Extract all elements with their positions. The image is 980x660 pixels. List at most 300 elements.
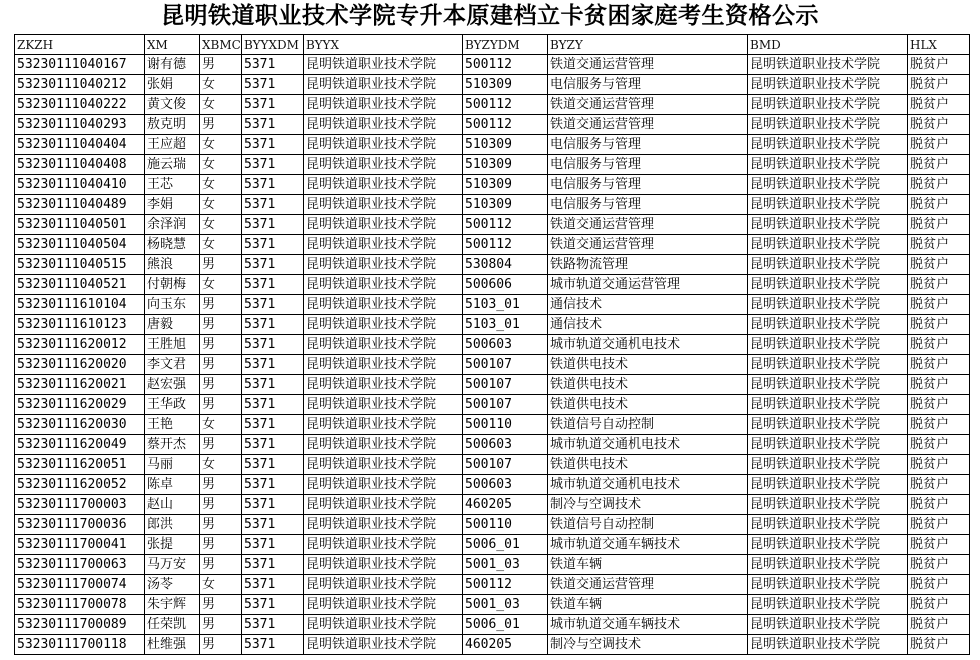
name-cell: 黄文俊 — [145, 95, 200, 115]
exam-site-cell: 昆明铁道职业技术学院 — [748, 635, 908, 655]
school-code-cell: 5371 — [242, 315, 304, 335]
school-cell: 昆明铁道职业技术学院 — [304, 375, 463, 395]
table-row — [15, 355, 970, 375]
table-row — [15, 615, 970, 635]
major-code-cell: 500603 — [463, 475, 548, 495]
gender-cell: 男 — [200, 335, 242, 355]
exam-site-cell: 昆明铁道职业技术学院 — [748, 515, 908, 535]
school-cell: 昆明铁道职业技术学院 — [304, 455, 463, 475]
exam-site-cell: 昆明铁道职业技术学院 — [748, 255, 908, 275]
zkzh-cell: 53230111040515 — [15, 255, 145, 275]
household-type-cell: 脱贫户 — [908, 595, 970, 615]
zkzh-cell: 53230111620029 — [15, 395, 145, 415]
page-title: 昆明铁道职业技术学院专升本原建档立卡贫困家庭考生资格公示 — [161, 3, 819, 29]
major-cell: 城市轨道交通车辆技术 — [548, 615, 748, 635]
school-code-cell: 5371 — [242, 635, 304, 655]
major-cell: 铁道交通运营管理 — [548, 575, 748, 595]
name-cell: 余泽润 — [145, 215, 200, 235]
household-type-cell: 脱贫户 — [908, 515, 970, 535]
school-cell: 昆明铁道职业技术学院 — [304, 635, 463, 655]
major-code-cell: 5103_01 — [463, 295, 548, 315]
name-cell: 谢有德 — [145, 55, 200, 75]
table-row — [15, 315, 970, 335]
zkzh-cell: 53230111620021 — [15, 375, 145, 395]
gender-cell: 女 — [200, 215, 242, 235]
household-type-cell: 脱贫户 — [908, 455, 970, 475]
name-cell: 张娟 — [145, 75, 200, 95]
major-code-cell: 500107 — [463, 375, 548, 395]
major-cell: 铁路物流管理 — [548, 255, 748, 275]
school-cell: 昆明铁道职业技术学院 — [304, 255, 463, 275]
gender-cell: 男 — [200, 375, 242, 395]
name-cell: 蔡开杰 — [145, 435, 200, 455]
school-cell: 昆明铁道职业技术学院 — [304, 355, 463, 375]
major-cell: 铁道交通运营管理 — [548, 115, 748, 135]
school-cell: 昆明铁道职业技术学院 — [304, 215, 463, 235]
name-cell: 任荣凯 — [145, 615, 200, 635]
gender-cell: 男 — [200, 295, 242, 315]
exam-site-cell: 昆明铁道职业技术学院 — [748, 415, 908, 435]
table-row — [15, 155, 970, 175]
table-row — [15, 55, 970, 75]
name-cell: 王芯 — [145, 175, 200, 195]
household-type-cell: 脱贫户 — [908, 115, 970, 135]
household-type-cell: 脱贫户 — [908, 155, 970, 175]
name-cell: 马丽 — [145, 455, 200, 475]
name-cell: 赵山 — [145, 495, 200, 515]
major-cell: 通信技术 — [548, 315, 748, 335]
school-code-cell: 5371 — [242, 355, 304, 375]
school-code-cell: 5371 — [242, 235, 304, 255]
gender-cell: 男 — [200, 595, 242, 615]
major-code-cell: 500112 — [463, 235, 548, 255]
column-header-xm: XM — [145, 35, 200, 55]
school-cell: 昆明铁道职业技术学院 — [304, 155, 463, 175]
zkzh-cell: 53230111040501 — [15, 215, 145, 235]
school-code-cell: 5371 — [242, 75, 304, 95]
exam-site-cell: 昆明铁道职业技术学院 — [748, 55, 908, 75]
zkzh-cell: 53230111040222 — [15, 95, 145, 115]
gender-cell: 男 — [200, 615, 242, 635]
major-cell: 电信服务与管理 — [548, 135, 748, 155]
major-cell: 铁道车辆 — [548, 595, 748, 615]
exam-site-cell: 昆明铁道职业技术学院 — [748, 275, 908, 295]
zkzh-cell: 53230111610104 — [15, 295, 145, 315]
zkzh-cell: 53230111620051 — [15, 455, 145, 475]
major-cell: 铁道供电技术 — [548, 355, 748, 375]
zkzh-cell: 53230111700089 — [15, 615, 145, 635]
gender-cell: 男 — [200, 55, 242, 75]
table-row — [15, 175, 970, 195]
major-code-cell: 510309 — [463, 175, 548, 195]
major-code-cell: 500606 — [463, 275, 548, 295]
gender-cell: 男 — [200, 435, 242, 455]
table-row — [15, 495, 970, 515]
exam-site-cell: 昆明铁道职业技术学院 — [748, 155, 908, 175]
name-cell: 熊浪 — [145, 255, 200, 275]
name-cell: 王艳 — [145, 415, 200, 435]
gender-cell: 男 — [200, 515, 242, 535]
column-header-xbmc: XBMC — [200, 35, 242, 55]
gender-cell: 女 — [200, 135, 242, 155]
zkzh-cell: 53230111700063 — [15, 555, 145, 575]
zkzh-cell: 53230111700003 — [15, 495, 145, 515]
gender-cell: 男 — [200, 255, 242, 275]
major-cell: 铁道交通运营管理 — [548, 95, 748, 115]
zkzh-cell: 53230111620049 — [15, 435, 145, 455]
zkzh-cell: 53230111040404 — [15, 135, 145, 155]
household-type-cell: 脱贫户 — [908, 375, 970, 395]
exam-site-cell: 昆明铁道职业技术学院 — [748, 455, 908, 475]
name-cell: 张提 — [145, 535, 200, 555]
exam-site-cell: 昆明铁道职业技术学院 — [748, 115, 908, 135]
exam-site-cell: 昆明铁道职业技术学院 — [748, 335, 908, 355]
table-row — [15, 435, 970, 455]
zkzh-cell: 53230111040167 — [15, 55, 145, 75]
exam-site-cell: 昆明铁道职业技术学院 — [748, 575, 908, 595]
zkzh-cell: 53230111040504 — [15, 235, 145, 255]
household-type-cell: 脱贫户 — [908, 75, 970, 95]
school-cell: 昆明铁道职业技术学院 — [304, 55, 463, 75]
column-header-byyxdm: BYYXDM — [242, 35, 304, 55]
school-code-cell: 5371 — [242, 415, 304, 435]
exam-site-cell: 昆明铁道职业技术学院 — [748, 355, 908, 375]
school-cell: 昆明铁道职业技术学院 — [304, 415, 463, 435]
school-cell: 昆明铁道职业技术学院 — [304, 495, 463, 515]
school-cell: 昆明铁道职业技术学院 — [304, 435, 463, 455]
exam-site-cell: 昆明铁道职业技术学院 — [748, 615, 908, 635]
school-code-cell: 5371 — [242, 115, 304, 135]
name-cell: 杜维强 — [145, 635, 200, 655]
zkzh-cell: 53230111610123 — [15, 315, 145, 335]
household-type-cell: 脱贫户 — [908, 355, 970, 375]
name-cell: 李文君 — [145, 355, 200, 375]
school-code-cell: 5371 — [242, 455, 304, 475]
name-cell: 王华政 — [145, 395, 200, 415]
gender-cell: 女 — [200, 95, 242, 115]
school-code-cell: 5371 — [242, 595, 304, 615]
exam-site-cell: 昆明铁道职业技术学院 — [748, 375, 908, 395]
major-cell: 城市轨道交通运营管理 — [548, 275, 748, 295]
exam-site-cell: 昆明铁道职业技术学院 — [748, 595, 908, 615]
major-code-cell: 500107 — [463, 455, 548, 475]
major-code-cell: 5006_01 — [463, 615, 548, 635]
household-type-cell: 脱贫户 — [908, 535, 970, 555]
table-row — [15, 135, 970, 155]
major-code-cell: 500112 — [463, 55, 548, 75]
major-code-cell: 5001_03 — [463, 555, 548, 575]
school-cell: 昆明铁道职业技术学院 — [304, 115, 463, 135]
household-type-cell: 脱贫户 — [908, 295, 970, 315]
gender-cell: 男 — [200, 395, 242, 415]
column-header-zkzh: ZKZH — [15, 35, 145, 55]
school-cell: 昆明铁道职业技术学院 — [304, 595, 463, 615]
zkzh-cell: 53230111040489 — [15, 195, 145, 215]
school-code-cell: 5371 — [242, 475, 304, 495]
table-row — [15, 95, 970, 115]
major-code-cell: 510309 — [463, 195, 548, 215]
major-cell: 制冷与空调技术 — [548, 635, 748, 655]
exam-site-cell: 昆明铁道职业技术学院 — [748, 175, 908, 195]
exam-site-cell: 昆明铁道职业技术学院 — [748, 295, 908, 315]
school-code-cell: 5371 — [242, 615, 304, 635]
school-cell: 昆明铁道职业技术学院 — [304, 235, 463, 255]
table-row — [15, 455, 970, 475]
table-row — [15, 335, 970, 355]
school-cell: 昆明铁道职业技术学院 — [304, 615, 463, 635]
major-code-cell: 500112 — [463, 215, 548, 235]
household-type-cell: 脱贫户 — [908, 55, 970, 75]
exam-site-cell: 昆明铁道职业技术学院 — [748, 215, 908, 235]
school-cell: 昆明铁道职业技术学院 — [304, 335, 463, 355]
school-code-cell: 5371 — [242, 335, 304, 355]
name-cell: 向玉东 — [145, 295, 200, 315]
household-type-cell: 脱贫户 — [908, 235, 970, 255]
household-type-cell: 脱贫户 — [908, 335, 970, 355]
gender-cell: 女 — [200, 75, 242, 95]
major-cell: 城市轨道交通车辆技术 — [548, 535, 748, 555]
zkzh-cell: 53230111040293 — [15, 115, 145, 135]
exam-site-cell: 昆明铁道职业技术学院 — [748, 135, 908, 155]
name-cell: 施云瑞 — [145, 155, 200, 175]
major-cell: 城市轨道交通机电技术 — [548, 475, 748, 495]
school-code-cell: 5371 — [242, 375, 304, 395]
major-cell: 电信服务与管理 — [548, 195, 748, 215]
table-row — [15, 115, 970, 135]
name-cell: 郎洪 — [145, 515, 200, 535]
school-code-cell: 5371 — [242, 155, 304, 175]
major-code-cell: 500110 — [463, 415, 548, 435]
table-row — [15, 195, 970, 215]
major-code-cell: 500107 — [463, 355, 548, 375]
school-cell: 昆明铁道职业技术学院 — [304, 95, 463, 115]
zkzh-cell: 53230111620012 — [15, 335, 145, 355]
major-code-cell: 500603 — [463, 335, 548, 355]
school-cell: 昆明铁道职业技术学院 — [304, 75, 463, 95]
name-cell: 马万安 — [145, 555, 200, 575]
household-type-cell: 脱贫户 — [908, 135, 970, 155]
exam-site-cell: 昆明铁道职业技术学院 — [748, 435, 908, 455]
school-code-cell: 5371 — [242, 435, 304, 455]
table-body — [15, 55, 970, 655]
table-row — [15, 635, 970, 655]
zkzh-cell: 53230111040212 — [15, 75, 145, 95]
table-row — [15, 475, 970, 495]
table-row — [15, 215, 970, 235]
name-cell: 汤苓 — [145, 575, 200, 595]
major-code-cell: 500603 — [463, 435, 548, 455]
school-cell: 昆明铁道职业技术学院 — [304, 135, 463, 155]
major-cell: 制冷与空调技术 — [548, 495, 748, 515]
name-cell: 王应超 — [145, 135, 200, 155]
school-code-cell: 5371 — [242, 215, 304, 235]
zkzh-cell: 53230111700118 — [15, 635, 145, 655]
major-code-cell: 460205 — [463, 635, 548, 655]
major-cell: 铁道供电技术 — [548, 455, 748, 475]
exam-site-cell: 昆明铁道职业技术学院 — [748, 395, 908, 415]
school-cell: 昆明铁道职业技术学院 — [304, 295, 463, 315]
column-header-byzydm: BYZYDM — [463, 35, 548, 55]
school-code-cell: 5371 — [242, 495, 304, 515]
table-row — [15, 275, 970, 295]
school-code-cell: 5371 — [242, 95, 304, 115]
major-code-cell: 500110 — [463, 515, 548, 535]
household-type-cell: 脱贫户 — [908, 215, 970, 235]
exam-site-cell: 昆明铁道职业技术学院 — [748, 475, 908, 495]
school-cell: 昆明铁道职业技术学院 — [304, 575, 463, 595]
major-code-cell: 5006_01 — [463, 535, 548, 555]
gender-cell: 男 — [200, 555, 242, 575]
major-cell: 城市轨道交通机电技术 — [548, 435, 748, 455]
table-row — [15, 235, 970, 255]
gender-cell: 男 — [200, 475, 242, 495]
household-type-cell: 脱贫户 — [908, 275, 970, 295]
zkzh-cell: 53230111620020 — [15, 355, 145, 375]
table-row — [15, 595, 970, 615]
zkzh-cell: 53230111700074 — [15, 575, 145, 595]
household-type-cell: 脱贫户 — [908, 635, 970, 655]
school-code-cell: 5371 — [242, 55, 304, 75]
exam-site-cell: 昆明铁道职业技术学院 — [748, 315, 908, 335]
school-cell: 昆明铁道职业技术学院 — [304, 515, 463, 535]
school-code-cell: 5371 — [242, 575, 304, 595]
gender-cell: 男 — [200, 635, 242, 655]
table-row — [15, 75, 970, 95]
school-code-cell: 5371 — [242, 135, 304, 155]
school-cell: 昆明铁道职业技术学院 — [304, 315, 463, 335]
household-type-cell: 脱贫户 — [908, 255, 970, 275]
major-cell: 电信服务与管理 — [548, 155, 748, 175]
name-cell: 唐毅 — [145, 315, 200, 335]
exam-site-cell: 昆明铁道职业技术学院 — [748, 555, 908, 575]
gender-cell: 女 — [200, 455, 242, 475]
zkzh-cell: 53230111040408 — [15, 155, 145, 175]
major-cell: 铁道车辆 — [548, 555, 748, 575]
table-row — [15, 555, 970, 575]
household-type-cell: 脱贫户 — [908, 495, 970, 515]
household-type-cell: 脱贫户 — [908, 175, 970, 195]
major-cell: 铁道交通运营管理 — [548, 235, 748, 255]
school-cell: 昆明铁道职业技术学院 — [304, 555, 463, 575]
household-type-cell: 脱贫户 — [908, 315, 970, 335]
household-type-cell: 脱贫户 — [908, 195, 970, 215]
header-row — [15, 35, 970, 55]
household-type-cell: 脱贫户 — [908, 555, 970, 575]
roster-table — [14, 34, 970, 655]
school-cell: 昆明铁道职业技术学院 — [304, 195, 463, 215]
table-row — [15, 515, 970, 535]
major-code-cell: 530804 — [463, 255, 548, 275]
name-cell: 李娟 — [145, 195, 200, 215]
gender-cell: 男 — [200, 115, 242, 135]
name-cell: 王胜旭 — [145, 335, 200, 355]
school-cell: 昆明铁道职业技术学院 — [304, 275, 463, 295]
major-cell: 铁道供电技术 — [548, 395, 748, 415]
major-code-cell: 510309 — [463, 75, 548, 95]
school-code-cell: 5371 — [242, 255, 304, 275]
table-row — [15, 535, 970, 555]
gender-cell: 女 — [200, 575, 242, 595]
household-type-cell: 脱贫户 — [908, 575, 970, 595]
major-code-cell: 500112 — [463, 575, 548, 595]
school-code-cell: 5371 — [242, 195, 304, 215]
table-row — [15, 575, 970, 595]
zkzh-cell: 53230111700078 — [15, 595, 145, 615]
school-cell: 昆明铁道职业技术学院 — [304, 535, 463, 555]
major-cell: 铁道交通运营管理 — [548, 55, 748, 75]
name-cell: 敖克明 — [145, 115, 200, 135]
name-cell: 朱宇辉 — [145, 595, 200, 615]
major-cell: 铁道交通运营管理 — [548, 215, 748, 235]
gender-cell: 男 — [200, 315, 242, 335]
exam-site-cell: 昆明铁道职业技术学院 — [748, 235, 908, 255]
gender-cell: 男 — [200, 355, 242, 375]
household-type-cell: 脱贫户 — [908, 475, 970, 495]
major-cell: 电信服务与管理 — [548, 75, 748, 95]
zkzh-cell: 53230111040521 — [15, 275, 145, 295]
major-cell: 通信技术 — [548, 295, 748, 315]
exam-site-cell: 昆明铁道职业技术学院 — [748, 95, 908, 115]
table-row — [15, 395, 970, 415]
major-code-cell: 5001_03 — [463, 595, 548, 615]
zkzh-cell: 53230111620030 — [15, 415, 145, 435]
zkzh-cell: 53230111620052 — [15, 475, 145, 495]
column-header-byyx: BYYX — [304, 35, 463, 55]
major-code-cell: 500112 — [463, 95, 548, 115]
household-type-cell: 脱贫户 — [908, 435, 970, 455]
major-code-cell: 510309 — [463, 155, 548, 175]
gender-cell: 男 — [200, 495, 242, 515]
column-header-byzy: BYZY — [548, 35, 748, 55]
gender-cell: 男 — [200, 535, 242, 555]
zkzh-cell: 53230111040410 — [15, 175, 145, 195]
major-code-cell: 5103_01 — [463, 315, 548, 335]
major-code-cell: 460205 — [463, 495, 548, 515]
major-cell: 电信服务与管理 — [548, 175, 748, 195]
school-cell: 昆明铁道职业技术学院 — [304, 395, 463, 415]
gender-cell: 女 — [200, 175, 242, 195]
column-header-hlx: HLX — [908, 35, 970, 55]
major-code-cell: 500107 — [463, 395, 548, 415]
school-code-cell: 5371 — [242, 535, 304, 555]
major-cell: 城市轨道交通机电技术 — [548, 335, 748, 355]
table-row — [15, 295, 970, 315]
school-code-cell: 5371 — [242, 515, 304, 535]
zkzh-cell: 53230111700041 — [15, 535, 145, 555]
major-code-cell: 510309 — [463, 135, 548, 155]
name-cell: 付朝梅 — [145, 275, 200, 295]
household-type-cell: 脱贫户 — [908, 615, 970, 635]
major-cell: 铁道信号自动控制 — [548, 515, 748, 535]
school-code-cell: 5371 — [242, 275, 304, 295]
school-cell: 昆明铁道职业技术学院 — [304, 175, 463, 195]
gender-cell: 女 — [200, 195, 242, 215]
household-type-cell: 脱贫户 — [908, 415, 970, 435]
gender-cell: 女 — [200, 155, 242, 175]
school-code-cell: 5371 — [242, 175, 304, 195]
gender-cell: 女 — [200, 415, 242, 435]
exam-site-cell: 昆明铁道职业技术学院 — [748, 75, 908, 95]
name-cell: 陈卓 — [145, 475, 200, 495]
exam-site-cell: 昆明铁道职业技术学院 — [748, 535, 908, 555]
household-type-cell: 脱贫户 — [908, 395, 970, 415]
gender-cell: 女 — [200, 275, 242, 295]
zkzh-cell: 53230111700036 — [15, 515, 145, 535]
school-cell: 昆明铁道职业技术学院 — [304, 475, 463, 495]
name-cell: 杨晓慧 — [145, 235, 200, 255]
table-row — [15, 375, 970, 395]
table-row — [15, 255, 970, 275]
